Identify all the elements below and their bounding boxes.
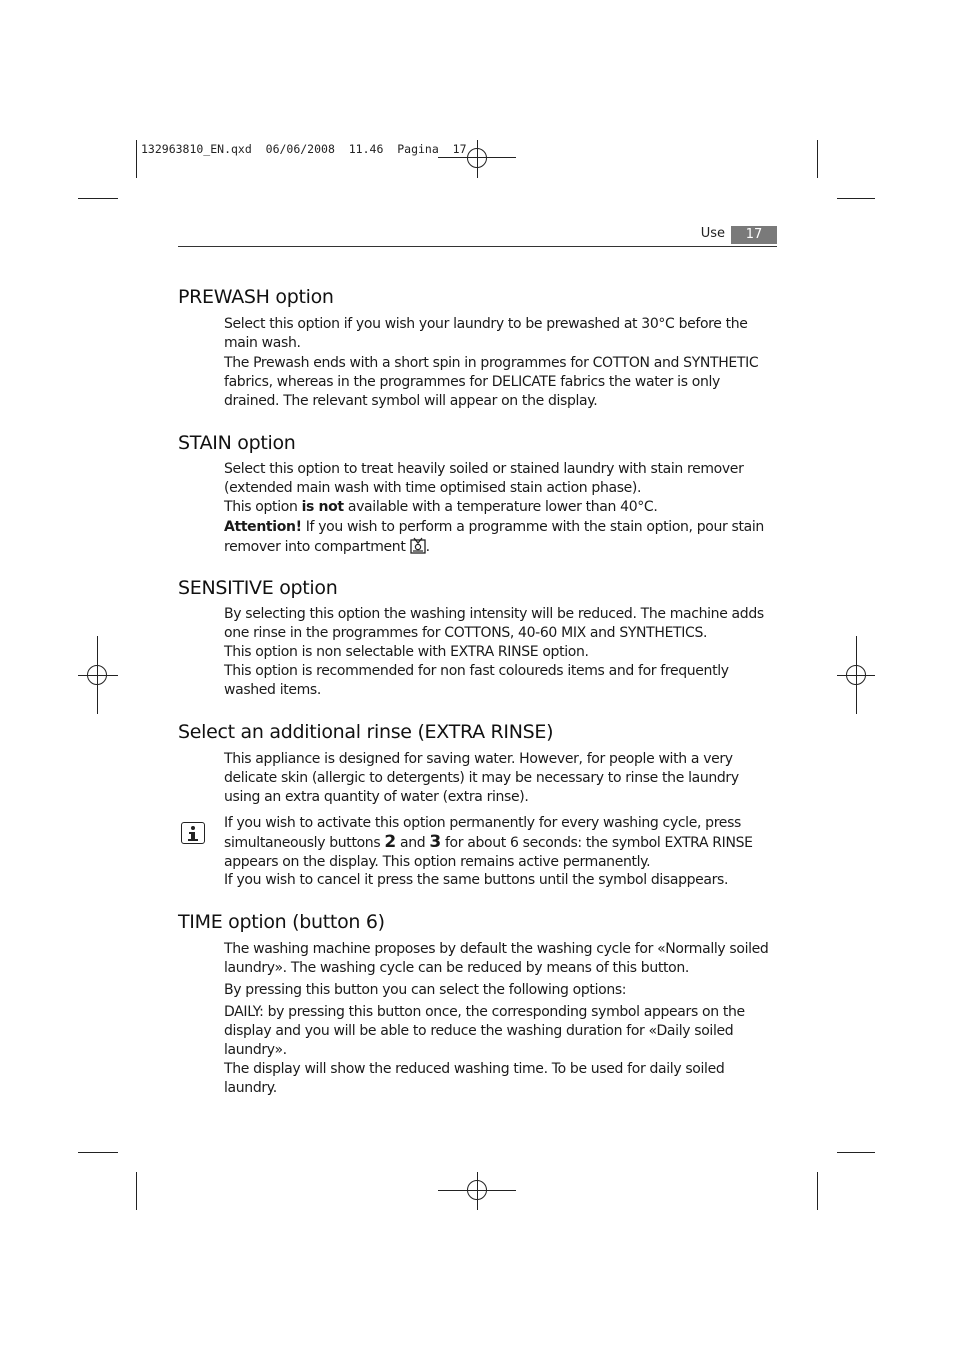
page-number-badge: 17	[731, 226, 777, 244]
print-slug	[141, 142, 467, 156]
crop-mark	[817, 1172, 818, 1210]
stain-paragraph-3: Attention! If you wish to perform a programme with the stain option, pour stain remover into compartment .	[224, 519, 764, 556]
header-section: Use	[700, 226, 725, 241]
prewash-paragraph-1: Select this option if you wish your laundry to be prewashed at 30°C before the main wash.	[224, 316, 748, 352]
time-option-heading: TIME option (button 6)	[178, 911, 385, 933]
crop-mark	[817, 140, 818, 178]
prewash-paragraph-2: The Prewash ends with a short spin in programmes for COTTON and SYNTHETIC fabrics, whereas in the programmes for DELICATE fabrics the water is only drained. The relevant symbol will appear on the display.	[224, 355, 759, 410]
sensitive-paragraph-3: This option is recommended for non fast coloureds items and for frequently washed items.	[224, 663, 729, 699]
time-option-paragraph-1: The washing machine proposes by default the washing cycle for «Normally soiled laundry». The washing cycle can be reduced by means of this button.	[224, 941, 769, 977]
prewash-heading: PREWASH option	[178, 286, 334, 308]
extra-rinse-paragraph-3: If you wish to cancel it press the same buttons until the symbol disappears.	[224, 872, 729, 888]
crop-mark	[78, 198, 118, 199]
crop-mark	[136, 140, 137, 178]
time-option-paragraph-3: DAILY: by pressing this button once, the corresponding symbol appears on the display and you will be able to reduce the washing duration for «Daily soiled laundry».	[224, 1004, 745, 1059]
slug-date: 06/06/2008	[265, 142, 335, 156]
slug-time: 11.46	[348, 142, 384, 156]
time-option-paragraph-2: By pressing this button you can select the following options:	[224, 982, 627, 998]
slug-pagina-number: 17	[452, 142, 467, 156]
sensitive-paragraph-1: By selecting this option the washing intensity will be reduced. The machine adds one rinse in the programmes for COTTONS, 40-60 MIX and SYNTHETICS.	[224, 606, 764, 642]
stain-paragraph-2: This option is not available with a temperature lower than 40°C.	[224, 499, 658, 515]
running-header	[178, 224, 777, 247]
crop-mark	[837, 198, 875, 199]
crop-mark	[136, 1172, 137, 1210]
extra-rinse-paragraph-1: This appliance is designed for saving water. However, for people with a very delicate skin (allergic to detergents) it may be necessary to rinse the laundry using an extra quantity of water (extra rinse).	[224, 751, 739, 806]
extra-rinse-paragraph-2: If you wish to activate this option permanently for every washing cycle, press simultaneously buttons 2 and 3 for about 6 seconds: the symbol EXTRA RINSE appears on the display. This option remains active permanently.	[224, 815, 753, 871]
extra-rinse-heading: Select an additional rinse (EXTRA RINSE)	[178, 721, 554, 743]
sensitive-heading: SENSITIVE option	[178, 577, 338, 599]
crop-mark	[837, 1152, 875, 1153]
info-icon	[181, 822, 205, 844]
stain-heading: STAIN option	[178, 432, 296, 454]
button-3-label: 3	[429, 832, 441, 853]
crop-mark	[78, 1152, 118, 1153]
button-2-label: 2	[384, 832, 396, 853]
time-option-paragraph-4: The display will show the reduced washing time. To be used for daily soiled laundry.	[224, 1061, 725, 1097]
stain-compartment-icon	[410, 537, 426, 554]
slug-filename: 132963810_EN.qxd	[141, 142, 252, 156]
stain-paragraph-1: Select this option to treat heavily soiled or stained laundry with stain remover (extended main wash with time optimised stain action phase).	[224, 461, 744, 497]
sensitive-paragraph-2: This option is non selectable with EXTRA RINSE option.	[224, 644, 589, 660]
slug-pagina-label: Pagina	[397, 142, 439, 156]
stain-attention: Attention!	[224, 519, 302, 535]
stain-bold-is-not: is not	[301, 499, 344, 515]
